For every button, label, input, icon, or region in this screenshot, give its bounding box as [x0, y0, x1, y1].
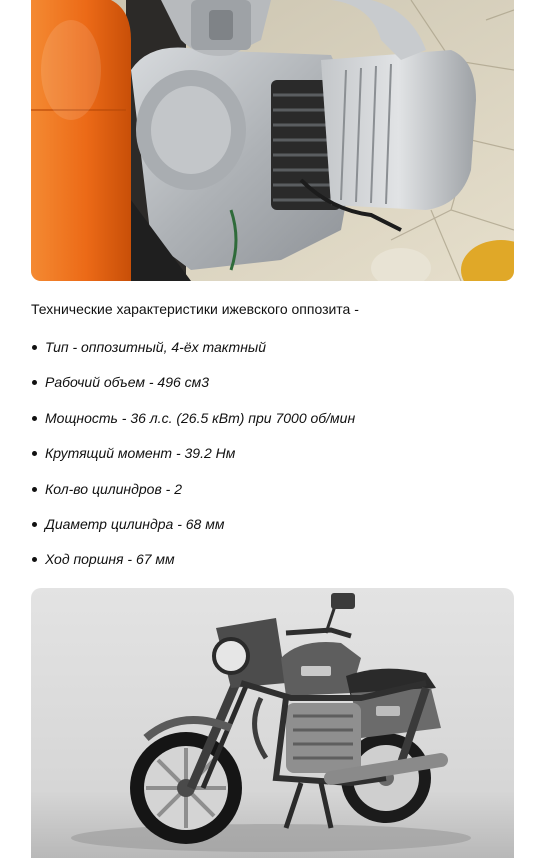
spec-displacement: Рабочий объем - 496 см3 — [31, 373, 514, 391]
spec-cylinders: Кол-во цилиндров - 2 — [31, 480, 514, 498]
motorcycle-photo-illustration — [31, 588, 514, 858]
spec-torque: Крутящий момент - 39.2 Нм — [31, 444, 514, 462]
spec-stroke: Ход поршня - 67 мм — [31, 550, 514, 568]
engine-photo — [31, 0, 514, 281]
spec-bore: Диаметр цилиндра - 68 мм — [31, 515, 514, 533]
intro-text: Технические характеристики ижевского оппозита - — [31, 301, 359, 317]
spec-type: Тип - оппозитный, 4-ёх тактный — [31, 338, 514, 356]
spec-power: Мощность - 36 л.с. (26.5 кВт) при 7000 об/мин — [31, 409, 514, 427]
spec-list — [31, 338, 514, 568]
engine-photo-illustration — [31, 0, 514, 281]
article — [31, 0, 514, 858]
motorcycle-photo — [31, 588, 514, 858]
